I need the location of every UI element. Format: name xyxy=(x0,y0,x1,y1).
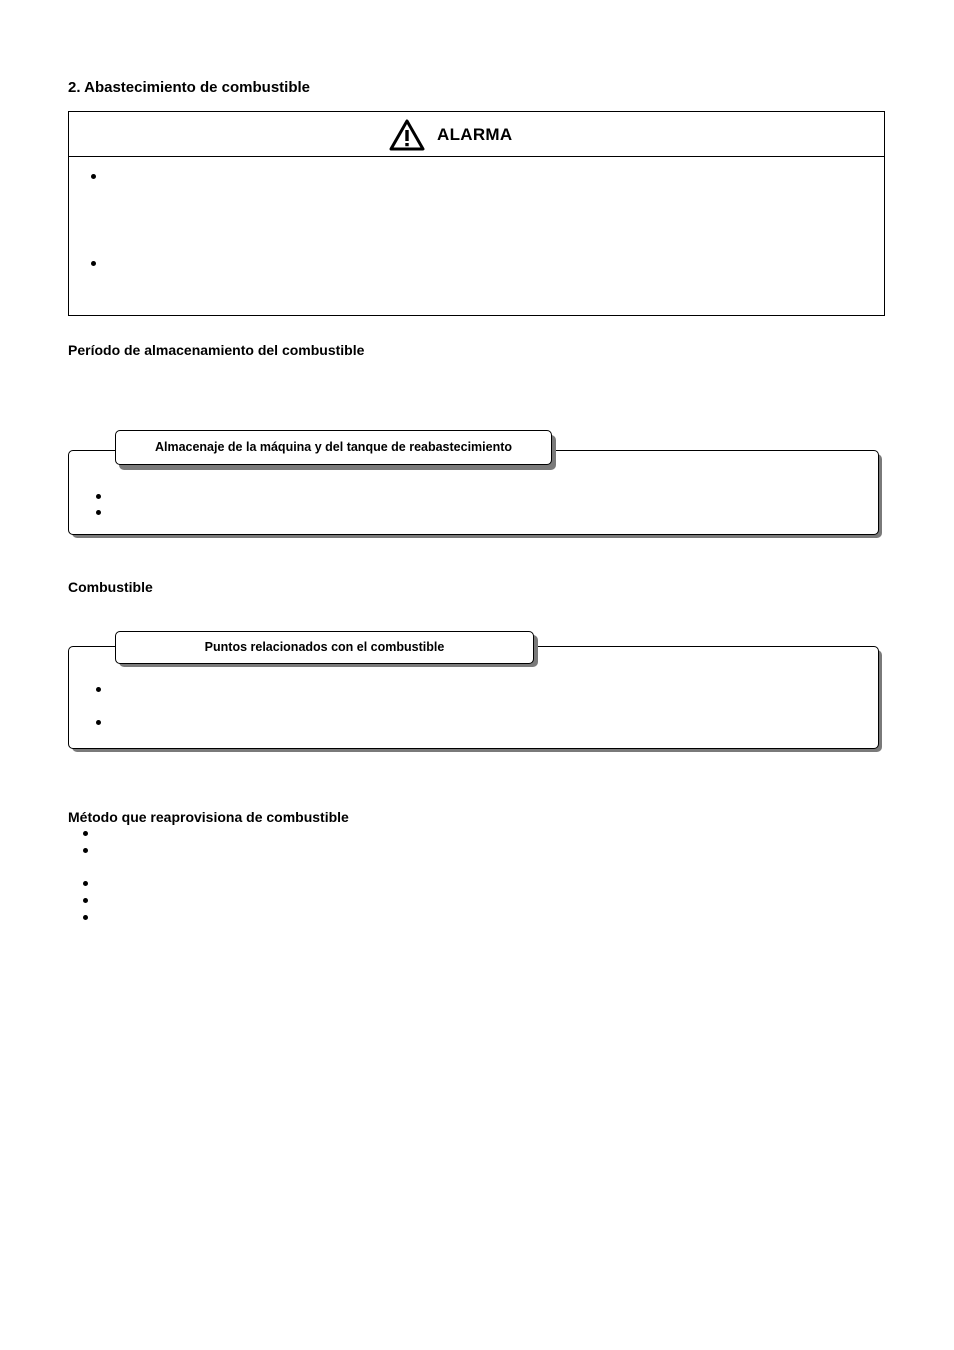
bullet-point xyxy=(96,494,101,499)
storage-period-heading: Período de almacenamiento del combustible xyxy=(68,342,365,358)
storage-note-tab: Almacenaje de la máquina y del tanque de reabastecimiento xyxy=(115,430,552,465)
warning-label: ALARMA xyxy=(437,125,513,144)
bullet-point xyxy=(96,720,101,725)
fuel-heading: Combustible xyxy=(68,579,153,595)
section-title: 2. Abastecimiento de combustible xyxy=(68,79,310,96)
warning-triangle-icon xyxy=(389,119,425,151)
bullet-point xyxy=(83,831,88,836)
warning-header xyxy=(69,112,884,157)
bullet-point xyxy=(83,848,88,853)
bullet-point xyxy=(83,898,88,903)
bullet-point xyxy=(96,687,101,692)
bullet-point xyxy=(96,510,101,515)
bullet-point xyxy=(83,915,88,920)
fuel-note-tab: Puntos relacionados con el combustible xyxy=(115,631,534,664)
bullet-point xyxy=(91,174,96,179)
bullet-point xyxy=(83,881,88,886)
refuel-method-heading: Método que reaprovisiona de combustible xyxy=(68,809,349,825)
warning-box xyxy=(68,111,885,316)
bullet-point xyxy=(91,261,96,266)
